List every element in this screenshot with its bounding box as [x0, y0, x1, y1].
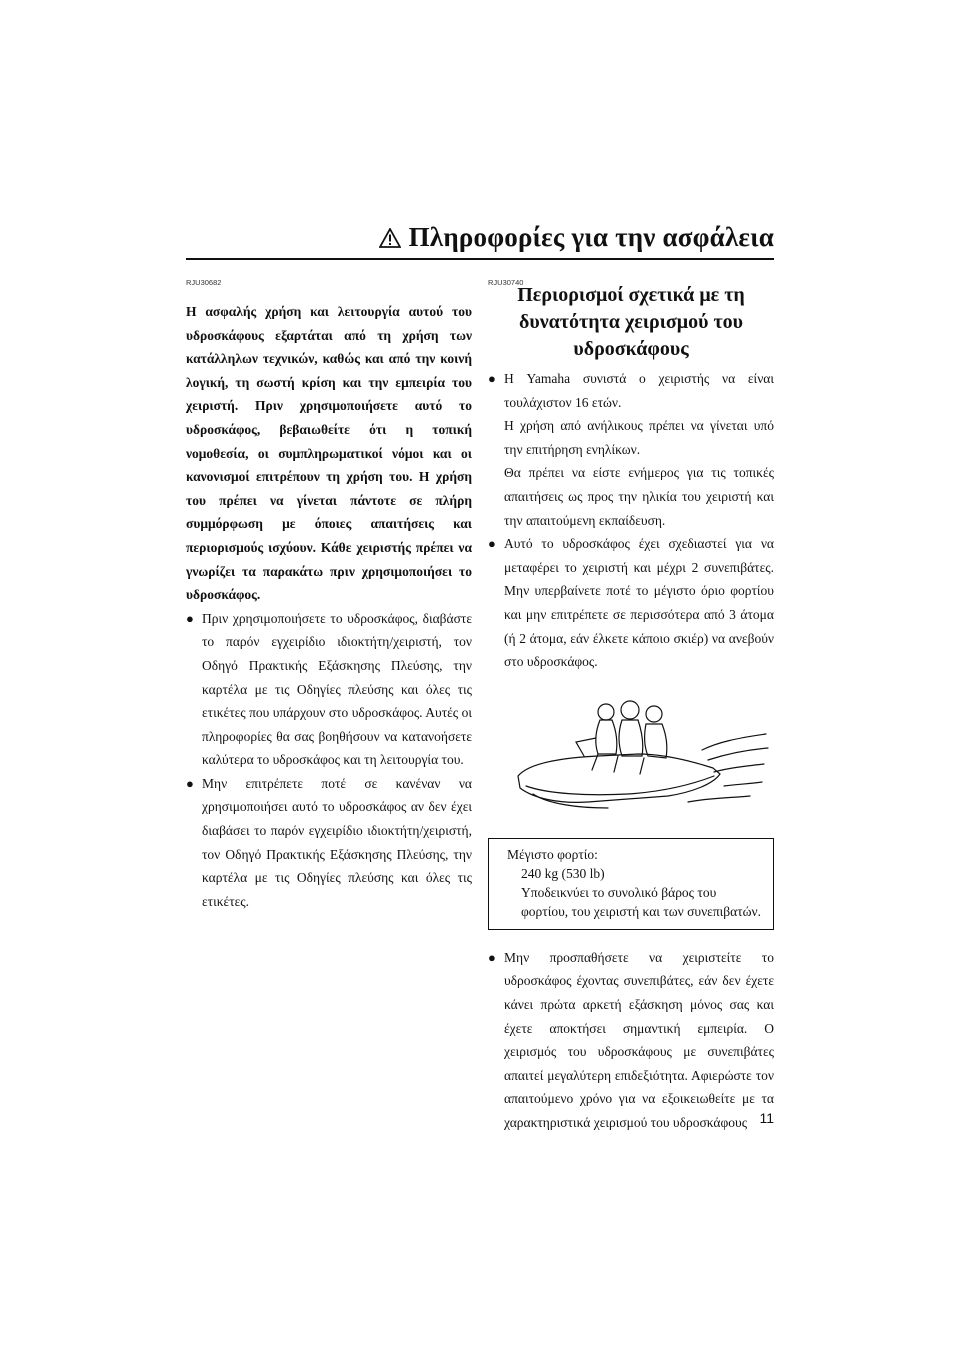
section-title-line: Περιορισμοί σχετικά με τη — [517, 284, 745, 306]
list-item — [488, 367, 774, 532]
header-rule — [186, 258, 774, 260]
bullet-dot: ● — [488, 949, 496, 965]
left-column — [186, 300, 472, 913]
bullet-dot: ● — [488, 371, 496, 386]
max-load-infobox — [488, 838, 774, 930]
bullet-text: Θα πρέπει να είστε ενήμερος για τις τοπικές απαιτήσεις ως προς την ηλικία του χειριστή και την απαιτούμενη εκπαίδευση. — [504, 465, 774, 528]
bullet-dot: ● — [488, 536, 496, 552]
infobox-value: 240 kg (530 lb) — [521, 865, 605, 881]
warning-triangle-icon — [379, 228, 401, 248]
list-item — [186, 607, 472, 772]
left-section-code: RJU30682 — [186, 278, 222, 287]
section-title — [488, 282, 774, 363]
section-title-line: υδροσκάφους — [573, 338, 689, 360]
bullet-text: Πριν χρησιμοποιήσετε το υδροσκάφος, διαβάστε το παρόν εγχειρίδιο ιδιοκτήτη/χειριστή, τον Οδηγό Πρακτικής Εξάσκησης Πλεύσης, την καρτέλα με τις Οδηγίες πλεύσης και όλες τις ετικέτες που υπάρχουν στο υδροσκάφος. Αυτές οι πληροφορίες θα σας βοηθήσουν να κατανοήσετε καλύτερα το υδροσκάφος και τη λειτουργία του. — [202, 610, 472, 768]
intro-paragraph: Η ασφαλής χρήση και λειτουργία αυτού του υδροσκάφους εξαρτάται από τη χρήση των κατάλληλων τεχνικών, καθώς και από την κοινή λογική, τη σωστή κρίση και την εμπειρία του χειριστή. Πριν χρησιμοποιήσετε αυτό το υδροσκάφος, βεβαιωθείτε ότι η τοπική νομοθεσία, οι συμπληρωματικοί νόμοι και οι κανονισμοί επιτρέπουν τη χρήση του. Η χρήση του πρέπει να γίνεται πάντοτε σε πλήρη συμμόρφωση με όποιες απαιτήσεις και περιορισμούς ισχύουν. Κάθε χειριστής πρέπει να γνωρίζει τα παρακάτω πριν χρησιμοποιήσει το υδροσκάφος. — [186, 304, 472, 603]
page-number: 11 — [759, 1110, 774, 1126]
right-bullet-list — [488, 367, 774, 674]
bullet-dot: ● — [186, 610, 194, 626]
infobox-label: Μέγιστο φορτίο: — [507, 846, 598, 862]
bullet-text: Αυτό το υδροσκάφος έχει σχεδιαστεί για να μεταφέρει το χειριστή και μέχρι 2 συνεπιβάτες. Μην υπερβαίνετε ποτέ το μέγιστο όριο φορτίου και μην επιτρέπετε σε περισσότερα από 3 άτομα (ή 2 άτομα, εάν έλκετε κάποιο σκιέρ) να ανεβούν στο υδροσκάφος. — [504, 536, 774, 670]
bullet-text: Η Yamaha συνιστά ο χειριστής να είναι τουλάχιστον 16 ετών. — [504, 371, 774, 410]
header-title-text: Πληροφορίες για την ασφάλεια — [408, 222, 774, 252]
list-item — [488, 946, 774, 1135]
right-bullet-list-2 — [488, 946, 774, 1135]
infobox-note: Υποδεικνύει το συνολικό βάρος του φορτίου, του χειριστή και των συνεπιβατών. — [521, 884, 762, 919]
bullet-text: Μην επιτρέπετε ποτέ σε κανέναν να χρησιμοποιήσει αυτό το υδροσκάφος αν δεν έχει διαβάσει το παρόν εγχειρίδιο ιδιοκτήτη/χειριστή, τον Οδηγό Πρακτικής Εξάσκησης Πλεύσης, την καρτέλα με τις Οδηγίες πλεύσης και όλες τις ετικέτες. — [202, 775, 472, 909]
bullet-text: Μην προσπαθήσετε να χειριστείτε το υδροσκάφος έχοντας συνεπιβάτες, εάν δεν έχετε κάνει πρώτα αρκετή εξάσκηση μόνος σας και έχετε αποκτήσει σημαντική εμπειρία. Ο χειρισμός του υδροσκάφους με συνεπιβάτες απαιτεί μεγαλύτερη επιδεξιότητα. Αφιερώστε τον απαιτούμενο χρόνο για να εξοικειωθείτε με τα χαρακτηριστικά χειρισμού του υδροσκάφους — [504, 949, 774, 1130]
bullet-dot: ● — [186, 775, 194, 791]
left-bullet-list — [186, 607, 472, 914]
bullet-text: Η χρήση από ανήλικους πρέπει να γίνεται υπό την επιτήρηση ενηλίκων. — [504, 418, 774, 457]
list-item — [488, 532, 774, 674]
right-column — [488, 282, 774, 1134]
right-section-code: RJU30740 — [488, 278, 524, 287]
jet-ski-illustration — [488, 698, 774, 818]
list-item — [186, 772, 472, 914]
page-header-title — [379, 222, 774, 253]
section-title-line: δυνατότητα χειρισμού του — [518, 311, 744, 333]
